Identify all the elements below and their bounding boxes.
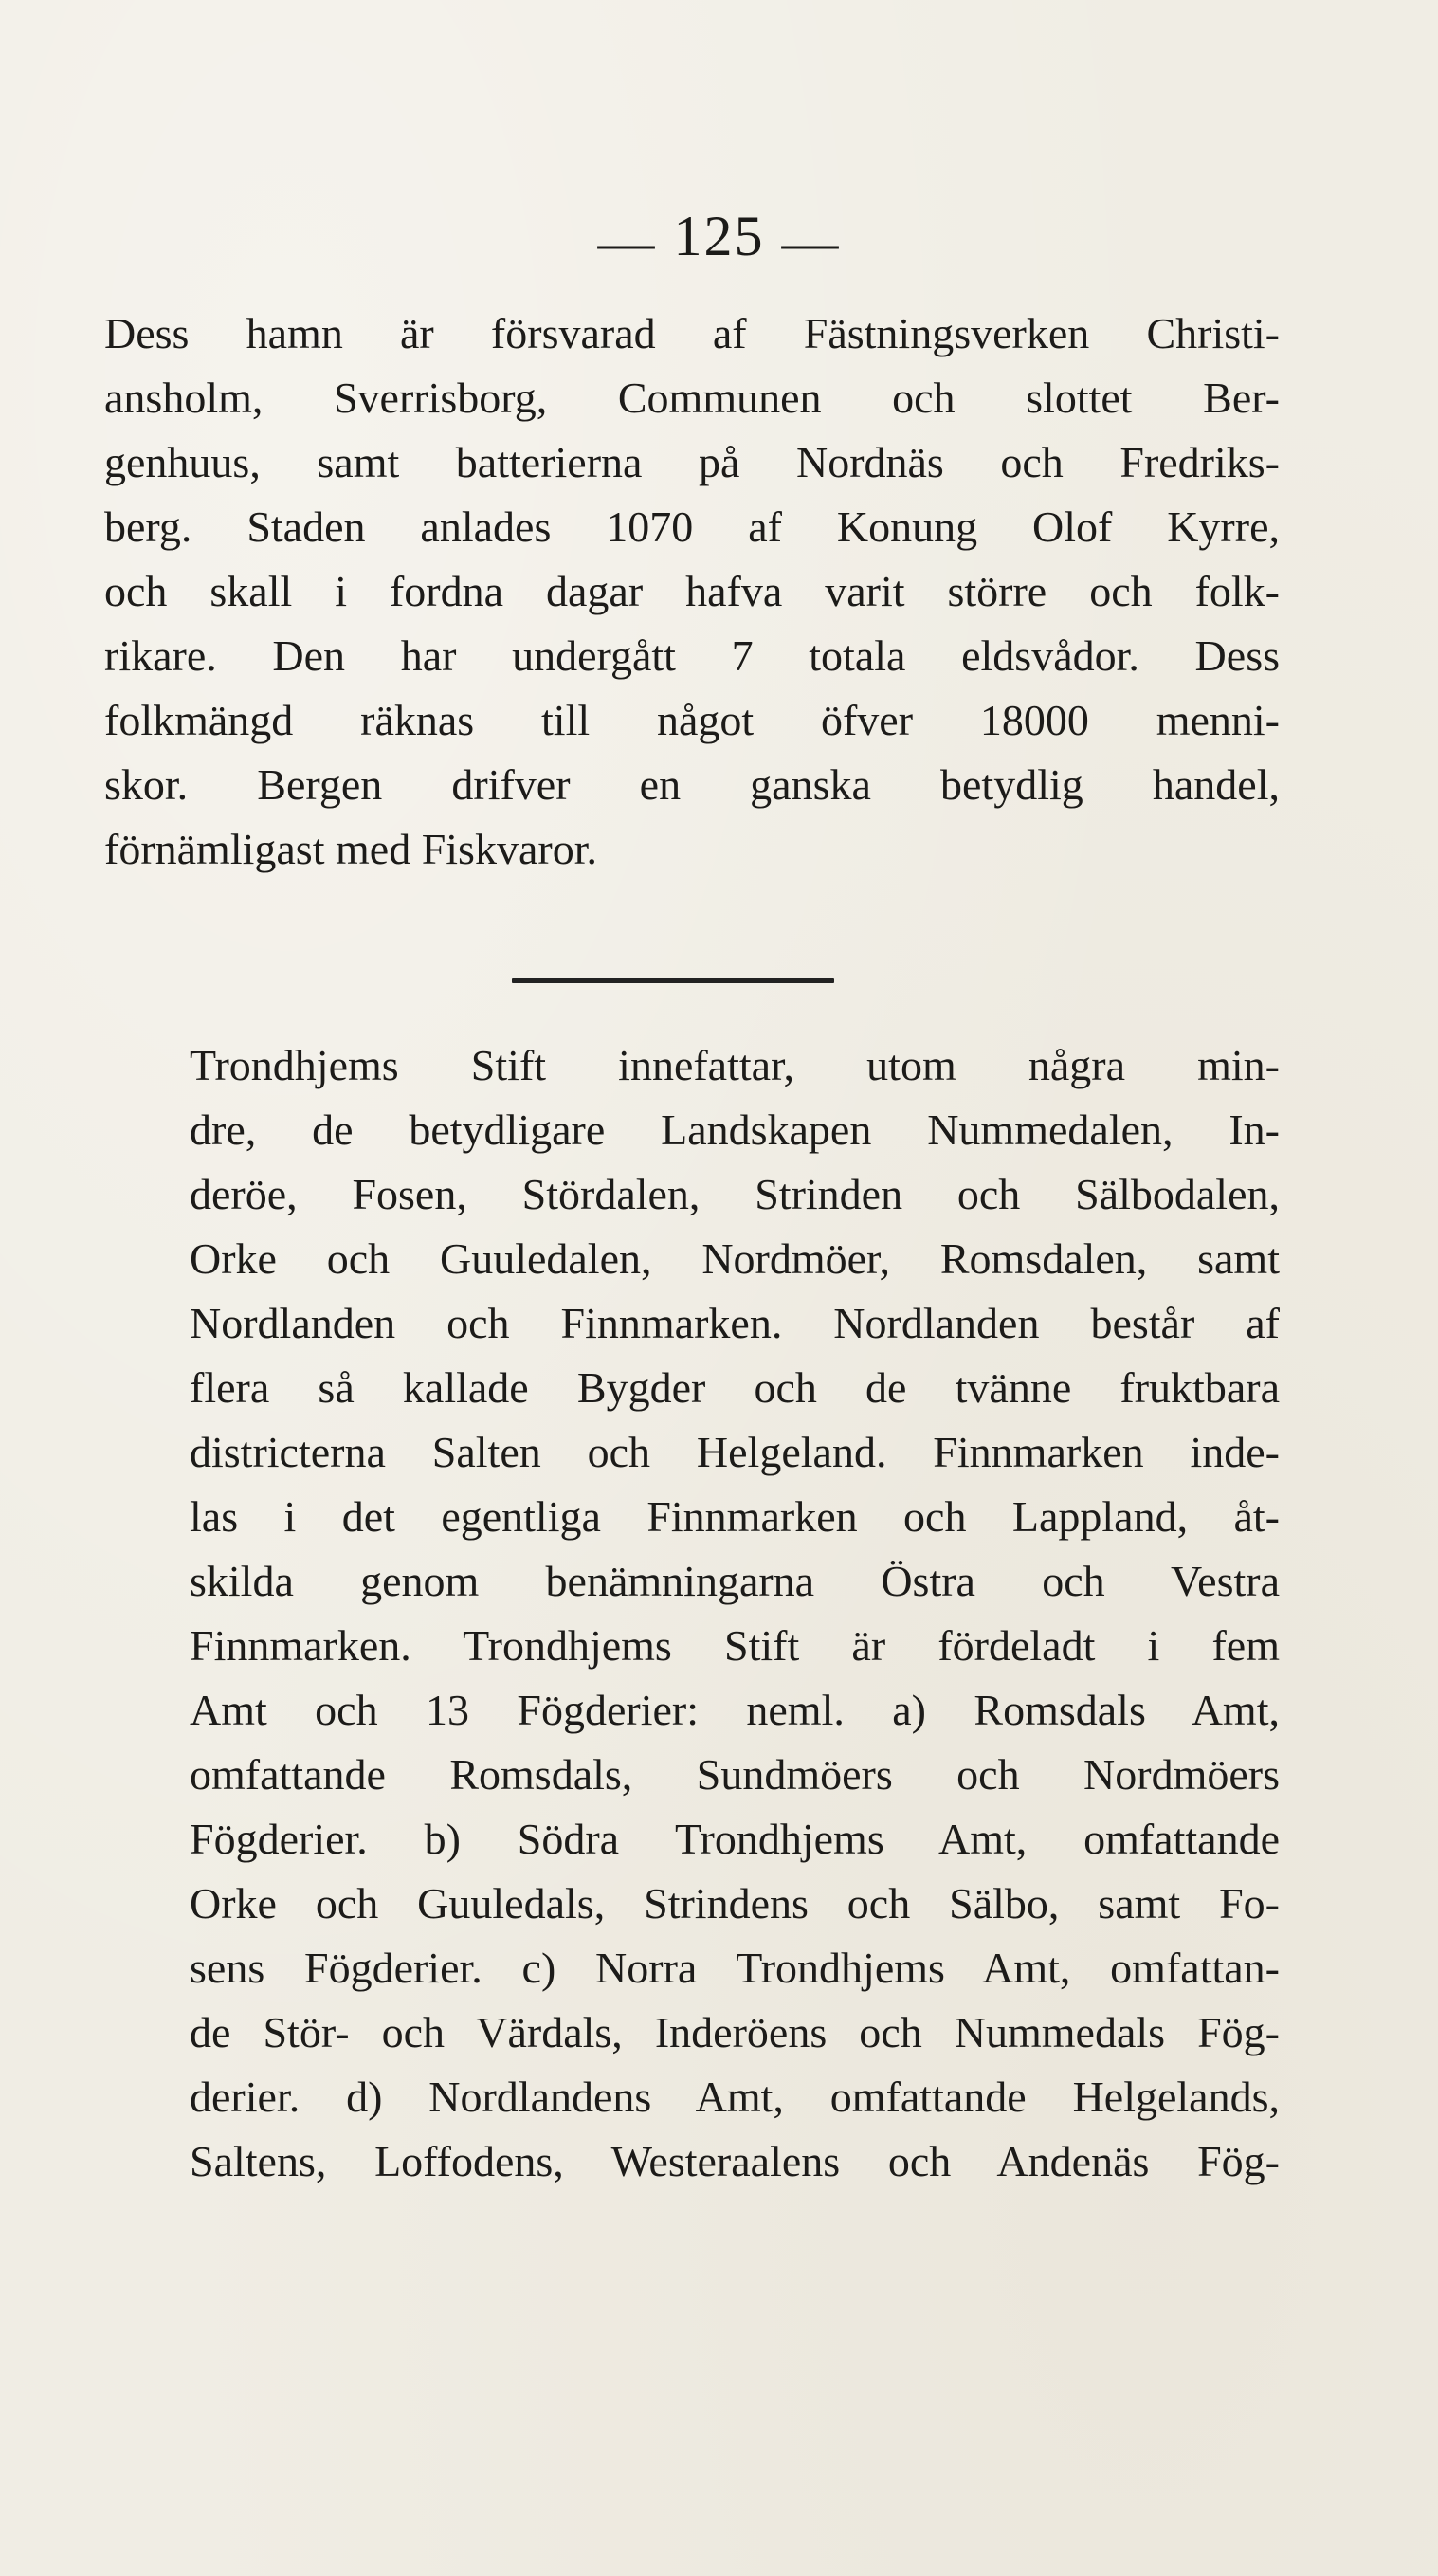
header-dash-left: — xyxy=(597,210,657,273)
text-line: rikare. Den har undergått 7 totala eldsvådor. Dess xyxy=(104,631,1280,680)
paragraph-trondhjems-stift xyxy=(104,1033,1280,2194)
text-line: Amt och 13 Fögderier: neml. a) Romsdals Amt, xyxy=(190,1686,1280,1734)
text-line: folkmängd räknas till något öfver 18000 menni- xyxy=(104,696,1280,744)
section-divider xyxy=(512,978,834,983)
text-line: dre, de betydligare Landskapen Nummedalen, In- xyxy=(190,1105,1280,1154)
header-dash-right: — xyxy=(781,210,841,273)
text-line: Orke och Guuledalen, Nordmöer, Romsdalen, samt xyxy=(190,1234,1280,1283)
page-header xyxy=(0,204,1438,275)
text-line: Dess hamn är försvarad af Fästningsverken Christi- xyxy=(104,309,1280,357)
text-line: Trondhjems Stift innefattar, utom några min- xyxy=(190,1041,1280,1089)
text-line: sens Fögderier. c) Norra Trondhjems Amt, omfattan- xyxy=(190,1944,1280,1992)
text-line: Fögderier. b) Södra Trondhjems Amt, omfattande xyxy=(190,1815,1280,1863)
text-line: och skall i fordna dagar hafva varit större och folk- xyxy=(104,567,1280,615)
text-line: Orke och Guuledals, Strindens och Sälbo, samt Fo- xyxy=(190,1879,1280,1927)
text-line: genhuus, samt batterierna på Nordnäs och Fredriks- xyxy=(104,438,1280,486)
text-line: districterna Salten och Helgeland. Finnmarken inde- xyxy=(190,1428,1280,1476)
text-line: flera så kallade Bygder och de tvänne fruktbara xyxy=(190,1363,1280,1412)
text-line: ansholm, Sverrisborg, Communen och slottet Ber- xyxy=(104,374,1280,422)
text-line: deröe, Fosen, Stördalen, Strinden och Sälbodalen, xyxy=(190,1170,1280,1218)
text-line: omfattande Romsdals, Sundmöers och Nordmöers xyxy=(190,1750,1280,1799)
text-line: skor. Bergen drifver en ganska betydlig handel, xyxy=(104,760,1280,809)
text-line: skilda genom benämningarna Östra och Vestra xyxy=(190,1557,1280,1605)
text-line: Finnmarken. Trondhjems Stift är fördeladt i fem xyxy=(190,1621,1280,1670)
text-line: berg. Staden anlades 1070 af Konung Olof Kyrre, xyxy=(104,502,1280,551)
text-line: las i det egentliga Finnmarken och Lappland, åt- xyxy=(190,1492,1280,1541)
text-line: de Stör- och Värdals, Inderöens och Nummedals Fög- xyxy=(190,2008,1280,2056)
text-line: derier. d) Nordlandens Amt, omfattande Helgelands, xyxy=(190,2073,1280,2121)
text-line: Nordlanden och Finnmarken. Nordlanden består af xyxy=(190,1299,1280,1347)
paragraph-bergen xyxy=(104,301,1280,882)
text-line: Saltens, Loffodens, Westeraalens och Andenäs Fög- xyxy=(190,2137,1280,2185)
text-line: förnämligast med Fiskvaror. xyxy=(104,825,597,873)
page-number: 125 xyxy=(673,205,765,267)
